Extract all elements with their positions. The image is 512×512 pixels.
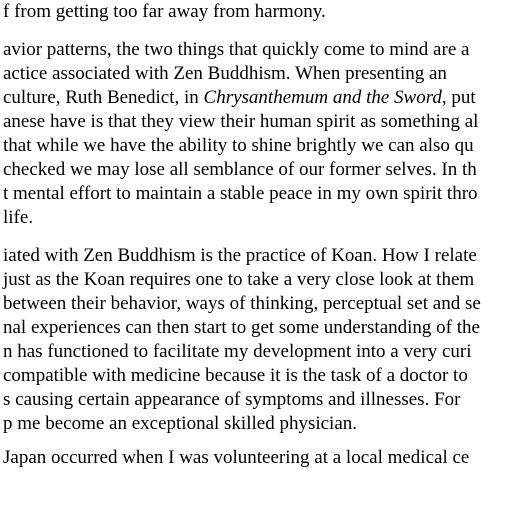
text-line-14: n has functioned to facilitate my development into a very curi	[3, 341, 472, 362]
text-line-16: s causing certain appearance of symptoms and illnesses. For	[3, 389, 461, 410]
text-line-7: checked we may lose all semblance of our former selves. In th	[3, 159, 477, 180]
text-line-13: nal experiences can then start to get some understanding of the	[3, 317, 480, 338]
text-line-6: that while we have the ability to shine brightly we can also qu	[3, 135, 474, 156]
text-line-2: avior patterns, the two things that quickly come to mind are a	[3, 39, 470, 60]
text-line-15: compatible with medicine because it is the task of a doctor to	[3, 365, 468, 386]
book-title: Chrysanthemum and the Sword	[203, 87, 442, 108]
text-line-11: just as the Koan requires one to take a very close look at them	[3, 269, 475, 290]
text-line-3: actice associated with Zen Buddhism. When presenting an	[3, 63, 447, 84]
text-line-9: life.	[3, 207, 34, 228]
text-segment: culture, Ruth Benedict, in	[3, 87, 204, 108]
text-line-18: Japan occurred when I was volunteering at a local medical ce	[3, 447, 470, 468]
text-line-1: f from getting too far away from harmony.	[3, 1, 326, 22]
text-line-12: between their behavior, ways of thinking, perceptual set and se	[3, 293, 481, 314]
text-line-4	[3, 86, 476, 110]
text-segment: , put	[441, 87, 476, 108]
text-line-17: p me become an exceptional skilled physician.	[3, 413, 358, 434]
text-line-10: iated with Zen Buddhism is the practice of Koan. How I relate	[3, 245, 477, 266]
text-line-5: anese have is that they view their human spirit as something al	[3, 111, 479, 132]
text-line-8: t mental effort to maintain a stable peace in my own spirit thro	[3, 183, 478, 204]
